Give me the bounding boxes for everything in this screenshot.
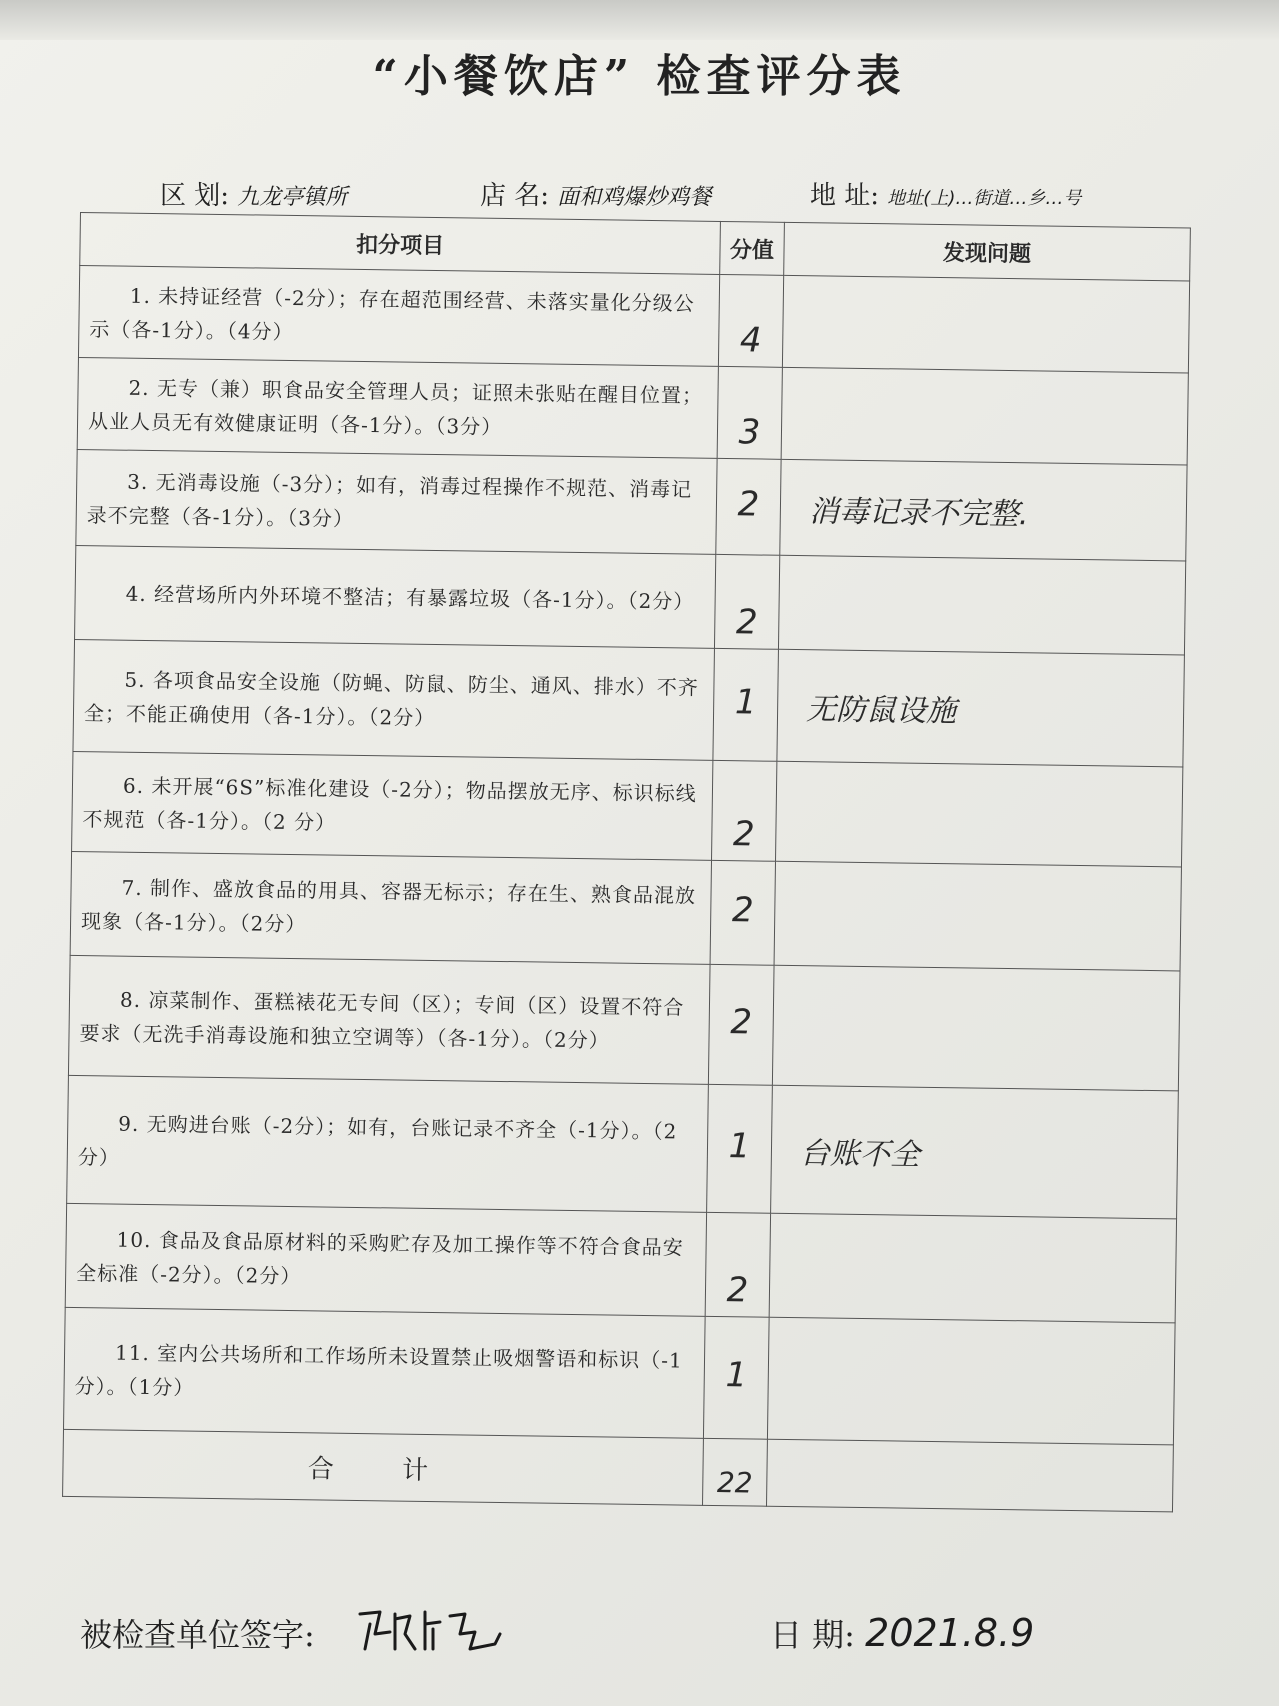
row-score: 2 — [705, 1212, 770, 1317]
address-field — [810, 175, 1081, 212]
table-row — [72, 751, 1183, 866]
signature-label: 被检查单位签字: — [80, 1616, 315, 1654]
row-item-text: 9. 无购进台账（-2分）；如有，台账记录不齐全（-1分）。（2分） — [67, 1075, 709, 1212]
district-label: 区 划: — [160, 181, 230, 211]
row-score: 2 — [714, 554, 779, 649]
table-row — [70, 851, 1181, 970]
column-header-score: 分值 — [720, 221, 785, 275]
row-item-text: 6. 未开展“6S”标准化建设（-2分）；物品摆放无序、标识标线不规范（各-1分）。（2 分） — [72, 751, 713, 860]
row-item-text: 1. 未持证经营（-2分）；存在超范围经营、未落实量化分级公示（各-1分）。（4分） — [78, 266, 719, 367]
store-value: 面和鸡爆炒鸡餐 — [557, 185, 712, 210]
date-value: 2021.8.9 — [865, 1611, 1035, 1655]
row-score: 2 — [712, 760, 777, 861]
handwritten-signature — [355, 1604, 505, 1654]
row-score: 2 — [716, 458, 781, 555]
row-finding — [781, 367, 1188, 465]
table-row — [73, 639, 1184, 766]
row-finding: 台账不全 — [771, 1085, 1179, 1219]
row-item-text: 2. 无专（兼）职食品安全管理人员；证照未张贴在醒目位置；从业人员无有效健康证明（各-1分）。（3分） — [77, 357, 718, 458]
score-table — [62, 212, 1191, 1512]
table-row — [76, 449, 1187, 560]
table-row — [67, 1075, 1179, 1218]
row-finding — [767, 1317, 1175, 1445]
row-item-text: 4. 经营场所内外环境不整洁；有暴露垃圾（各-1分）。（2分） — [75, 545, 716, 648]
paper-shadow — [0, 0, 1279, 40]
row-item-text: 7. 制作、盛放食品的用具、容器无标示；存在生、熟食品混放现象（各-1分）。（2分） — [70, 851, 711, 964]
row-finding: 无防鼠设施 — [777, 649, 1185, 767]
store-field — [480, 175, 711, 212]
row-score: 1 — [703, 1316, 769, 1439]
row-item-text: 5. 各项食品安全设施（防蝇、防鼠、防尘、通风、排水）不齐全；不能正确使用（各-1分）。（2分） — [73, 639, 715, 760]
table-row — [78, 266, 1189, 373]
row-score: 4 — [718, 274, 783, 367]
signature-field — [80, 1610, 315, 1656]
row-finding — [782, 275, 1189, 373]
row-finding — [776, 761, 1183, 867]
district-value: 九龙亭镇所 — [237, 185, 348, 210]
store-label: 店 名: — [480, 181, 550, 211]
row-score: 2 — [708, 964, 774, 1085]
row-finding — [774, 861, 1181, 971]
column-header-item: 扣分项目 — [80, 213, 721, 275]
row-item-text: 10. 食品及食品原材料的采购贮存及加工操作等不符合食品安全标准（-2分）。（2分） — [65, 1203, 706, 1316]
address-label: 地 址: — [810, 181, 880, 211]
table-row — [77, 357, 1188, 464]
address-value: 地址(上)…街道…乡…号 — [887, 188, 1082, 209]
row-finding — [778, 555, 1185, 655]
total-score: 22 — [703, 1438, 768, 1506]
row-score: 3 — [717, 366, 782, 459]
district-field — [160, 175, 347, 212]
table-row — [75, 545, 1186, 654]
row-item-text: 11. 室内公共场所和工作场所未设置禁止吸烟警语和标识（-1分）。（1分） — [64, 1307, 706, 1438]
row-finding: 消毒记录不完整. — [780, 459, 1187, 561]
column-header-finding: 发现问题 — [784, 222, 1191, 281]
date-field — [770, 1610, 1034, 1656]
row-finding — [772, 965, 1180, 1091]
row-score: 1 — [707, 1084, 773, 1213]
table-row — [65, 1203, 1176, 1322]
row-score: 1 — [713, 648, 779, 761]
total-finding-cell — [766, 1439, 1173, 1512]
form-title: “小餐饮店” 检查评分表 — [372, 51, 907, 102]
row-score: 2 — [710, 860, 775, 965]
row-finding — [769, 1213, 1176, 1323]
row-item-text: 3. 无消毒设施（-3分）；如有，消毒过程操作不规范、消毒记录不完整（各-1分）。（3分） — [76, 449, 717, 554]
total-label: 合 计 — [63, 1429, 704, 1505]
table-row — [64, 1307, 1176, 1444]
date-label: 日 期: — [770, 1616, 855, 1654]
table-row — [68, 955, 1180, 1090]
row-item-text: 8. 凉菜制作、蛋糕裱花无专间（区）；专间（区）设置不符合要求（无洗手消毒设施和独立空调等）（各-1分）。（2分） — [68, 955, 710, 1084]
